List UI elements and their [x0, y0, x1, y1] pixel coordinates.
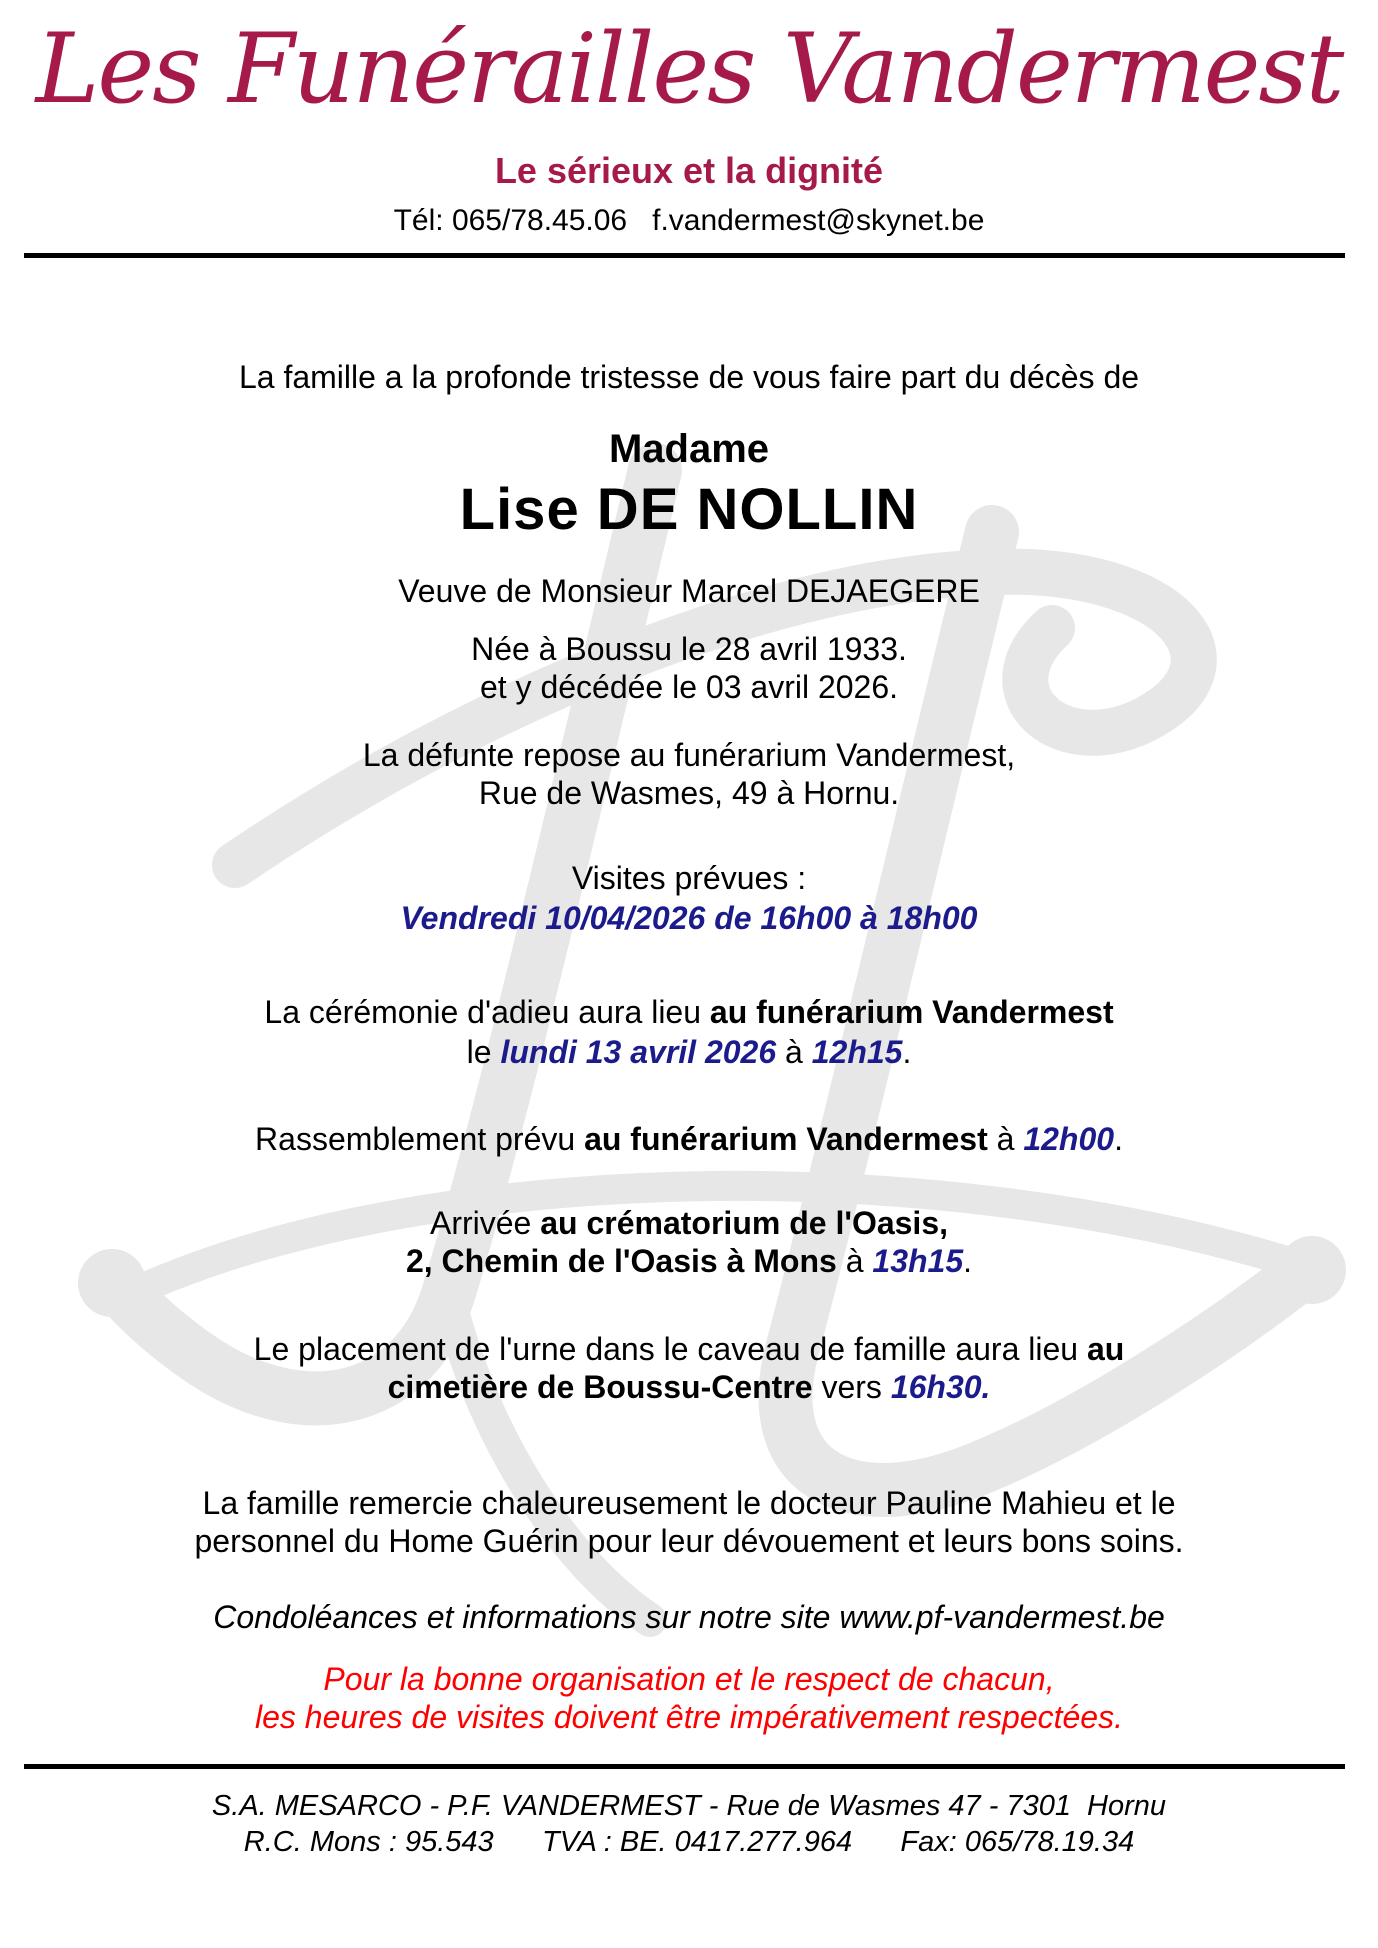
brand-tagline: Le sérieux et la dignité	[494, 150, 884, 192]
gathering: Rassemblement prévu au funérarium Vandermest à 12h00.	[255, 1121, 1123, 1158]
condolences-website: Condoléances et informations sur notre site www.pf-vandermest.be	[213, 1599, 1165, 1636]
top-divider	[24, 253, 1345, 258]
deceased-name: Lise DE NOLLIN	[459, 477, 919, 543]
document-body	[0, 358, 1378, 1736]
civility: Madame	[608, 427, 770, 472]
repose-location: La défunte repose au funérarium Vandermest, Rue de Wasmes, 49 à Hornu.	[362, 737, 1016, 812]
crematorium-arrival: Arrivée au crématorium de l'Oasis, 2, Chemin de l'Oasis à Mons à 13h15.	[405, 1205, 973, 1280]
header	[0, 0, 1378, 238]
brand-title: Les Funérailles Vandermest	[35, 13, 1343, 125]
footer	[0, 1789, 1378, 1859]
contact-line: Tél: 065/78.45.06 f.vandermest@skynet.be	[393, 204, 985, 238]
thanks: La famille remercie chaleureusement le docteur Pauline Mahieu et le personnel du Home Guérin pour leur dévouement et leurs bons soins.	[194, 1485, 1184, 1560]
visiting-hours-notice: Pour la bonne organisation et le respect de chacun, les heures de visites doivent être impérativement respectées.	[255, 1661, 1123, 1736]
farewell-ceremony: La cérémonie d'adieu aura lieu au funérarium Vandermest le lundi 13 avril 2026 à 12h15.	[264, 994, 1114, 1071]
intro: La famille a la profonde tristesse de vous faire part du décès de	[238, 359, 1140, 396]
widow-line: Veuve de Monsieur Marcel DEJAEGERE	[398, 573, 980, 610]
birth-death-dates: Née à Boussu le 28 avril 1933. et y décédée le 03 avril 2026.	[471, 631, 907, 706]
urn-placement: Le placement de l'urne dans le caveau de famille aura lieu au cimetière de Boussu-Centre vers 16h30.	[253, 1331, 1125, 1406]
footer-registration-line: R.C. Mons : 95.543 TVA : BE. 0417.277.964 Fax: 065/78.19.34	[243, 1826, 1135, 1859]
footer-company-line: S.A. MESARCO - P.F. VANDERMEST - Rue de Wasmes 47 - 7301 Hornu	[211, 1790, 1167, 1823]
bottom-divider	[24, 1764, 1345, 1769]
visits: Visites prévues : Vendredi 10/04/2026 de 16h00 à 18h00	[400, 860, 978, 937]
